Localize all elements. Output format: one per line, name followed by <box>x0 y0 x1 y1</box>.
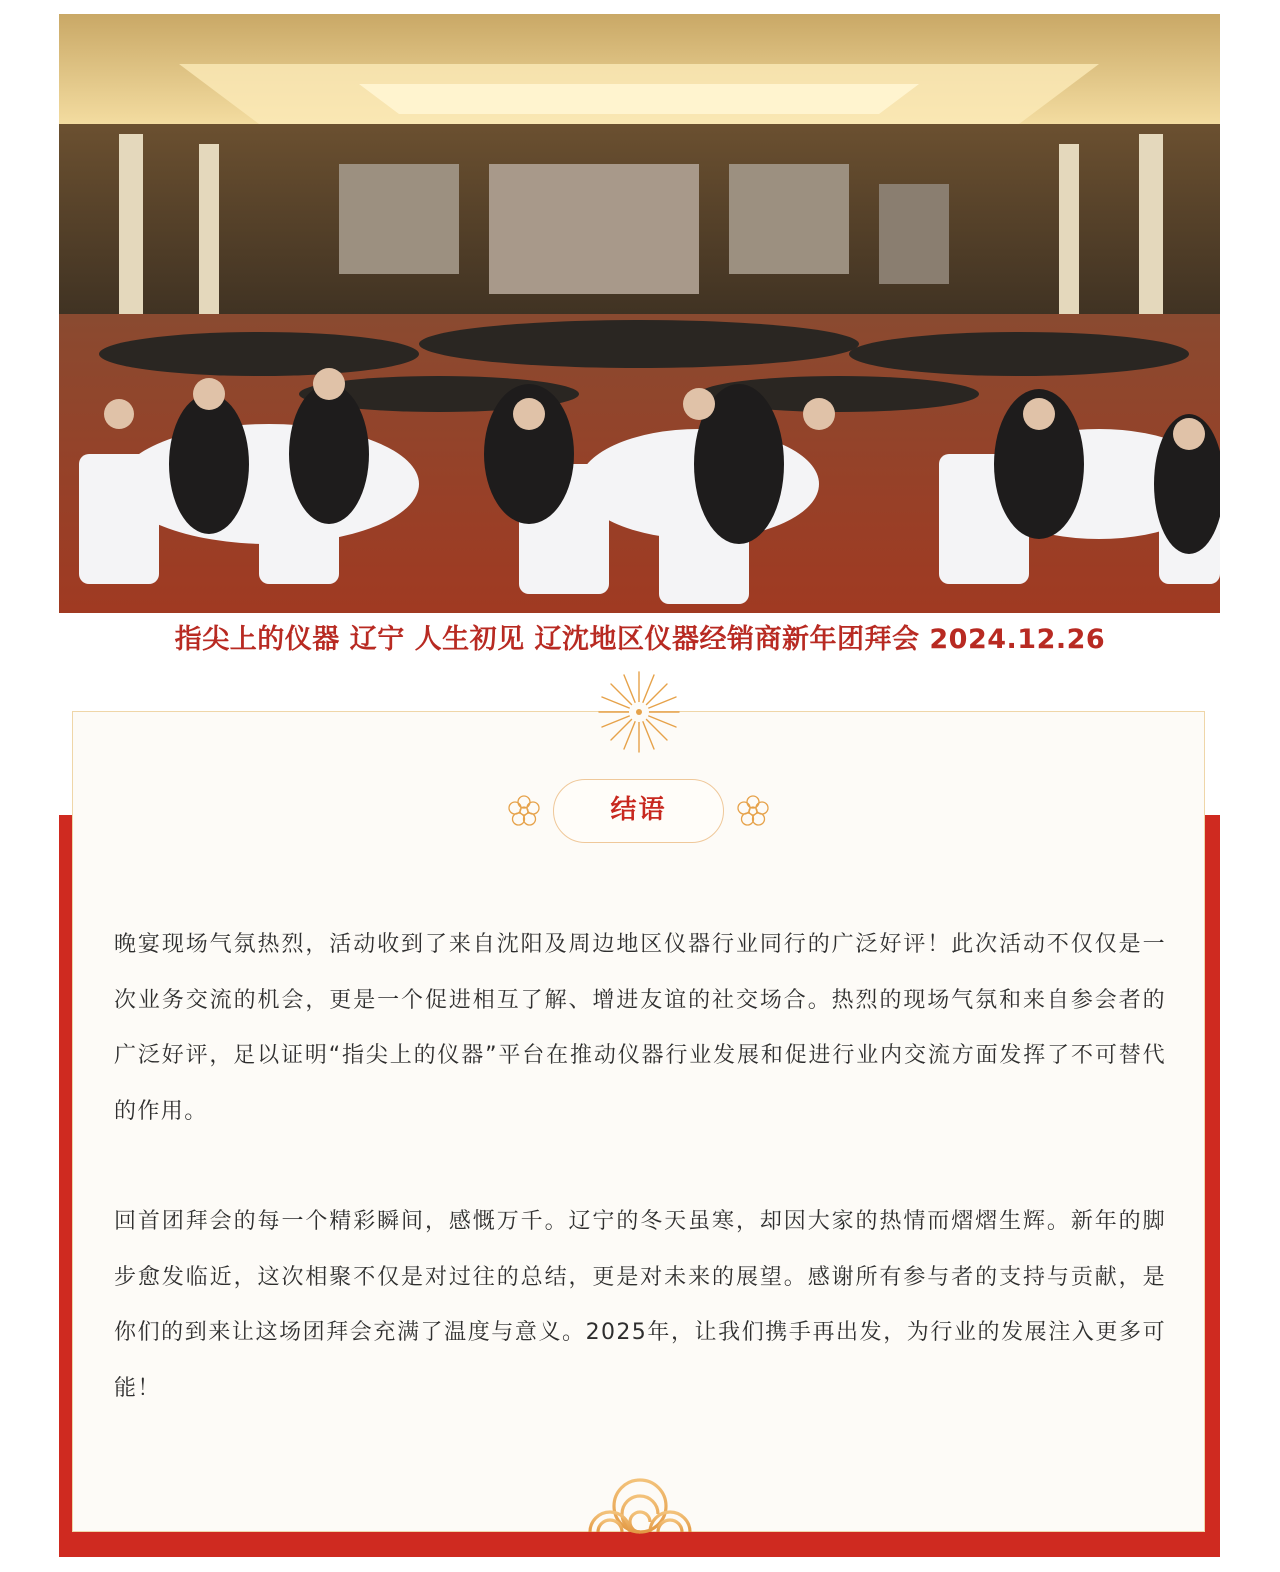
flower-right-icon <box>736 794 770 828</box>
section-title: 结语 <box>553 779 724 843</box>
firework-icon <box>595 668 683 756</box>
photo-caption: 指尖上的仪器 辽宁 人生初见 辽沈地区仪器经销商新年团拜会 2024.12.26 <box>174 624 1106 655</box>
paragraph-1: 晚宴现场气氛热烈，活动收到了来自沈阳及周边地区仪器行业同行的广泛好评！此次活动不仅仅是一次业务交流的机会，更是一个促进相互了解、增进友谊的社交场合。热烈的现场气氛和来自参会者的广泛好评，足以证明“指尖上的仪器”平台在推动仪器行业发展和促进行业内交流方面发挥了不可替代的作用。 <box>114 932 1166 1124</box>
flower-left-icon <box>507 794 541 828</box>
wave-ornament-icon <box>588 1478 692 1534</box>
paragraph-2: 回首团拜会的每一个精彩瞬间，感慨万千。辽宁的冬天虽寒，却因大家的热情而熠熠生辉。新年的脚步愈发临近，这次相聚不仅是对过往的总结，更是对未来的展望。感谢所有参与者的支持与贡献，是你们的到来让这场团拜会充满了温度与意义。2025年，让我们携手再出发，为行业的发展注入更多可能！ <box>114 1209 1166 1401</box>
banquet-photo <box>59 14 1220 613</box>
